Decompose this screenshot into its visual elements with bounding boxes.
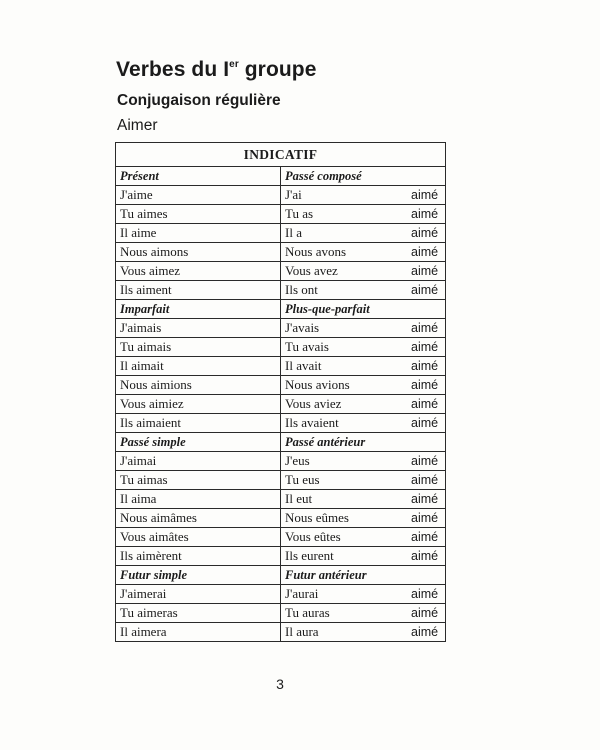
compound-form-cell — [281, 376, 446, 395]
simple-form-cell: Ils aimèrent — [116, 547, 281, 566]
tense-header-row — [116, 433, 446, 452]
compound-form-cell — [281, 319, 446, 338]
participle-text: aimé — [411, 226, 439, 240]
participle-text: aimé — [411, 473, 439, 487]
section-subtitle: Conjugaison régulière — [117, 92, 281, 109]
table-row — [116, 585, 446, 604]
compound-form-cell — [281, 186, 446, 205]
tense-header-row — [116, 167, 446, 186]
participle-text: aimé — [411, 492, 439, 506]
table-row — [116, 471, 446, 490]
participle-text: aimé — [411, 321, 439, 335]
participle-text: aimé — [411, 530, 439, 544]
table-row — [116, 376, 446, 395]
simple-form-cell: Tu aimais — [116, 338, 281, 357]
auxiliary-text: Il eut — [285, 491, 313, 506]
participle-text: aimé — [411, 606, 439, 620]
auxiliary-text: Vous avez — [285, 263, 338, 278]
participle-text: aimé — [411, 340, 439, 354]
table-row — [116, 319, 446, 338]
table-row — [116, 281, 446, 300]
participle-text: aimé — [411, 454, 439, 468]
participle-text: aimé — [411, 397, 439, 411]
compound-form-cell — [281, 604, 446, 623]
simple-form-cell: J'aimerai — [116, 585, 281, 604]
table-row — [116, 604, 446, 623]
participle-text: aimé — [411, 625, 439, 639]
simple-form-cell: J'aimai — [116, 452, 281, 471]
auxiliary-text: Nous avons — [285, 244, 347, 259]
participle-text: aimé — [411, 264, 439, 278]
table-row — [116, 452, 446, 471]
auxiliary-text: J'eus — [285, 453, 310, 468]
auxiliary-text: Tu avais — [285, 339, 329, 354]
auxiliary-text: Vous aviez — [285, 396, 342, 411]
tense-label: Futur antérieur — [281, 566, 446, 585]
page-number: 3 — [276, 676, 284, 692]
table-row — [116, 262, 446, 281]
compound-form-cell — [281, 623, 446, 642]
tense-label: Passé antérieur — [281, 433, 446, 452]
compound-form-cell — [281, 224, 446, 243]
table-row — [116, 547, 446, 566]
participle-text: aimé — [411, 207, 439, 221]
table-row — [116, 395, 446, 414]
auxiliary-text: Nous avions — [285, 377, 350, 392]
simple-form-cell: Tu aimeras — [116, 604, 281, 623]
simple-form-cell: Il aimera — [116, 623, 281, 642]
auxiliary-text: Tu auras — [285, 605, 330, 620]
compound-form-cell — [281, 490, 446, 509]
simple-form-cell: J'aime — [116, 186, 281, 205]
auxiliary-text: Nous eûmes — [285, 510, 349, 525]
auxiliary-text: Vous eûtes — [285, 529, 341, 544]
simple-form-cell: Ils aiment — [116, 281, 281, 300]
auxiliary-text: Ils eurent — [285, 548, 334, 563]
table-row — [116, 357, 446, 376]
tense-label: Passé composé — [281, 167, 446, 186]
table-row — [116, 528, 446, 547]
participle-text: aimé — [411, 549, 439, 563]
simple-form-cell: Il aima — [116, 490, 281, 509]
participle-text: aimé — [411, 283, 439, 297]
participle-text: aimé — [411, 245, 439, 259]
compound-form-cell — [281, 509, 446, 528]
auxiliary-text: Ils ont — [285, 282, 318, 297]
simple-form-cell: Vous aimez — [116, 262, 281, 281]
table-row — [116, 205, 446, 224]
participle-text: aimé — [411, 378, 439, 392]
title-text: Verbes du I — [116, 58, 230, 81]
table-row — [116, 338, 446, 357]
auxiliary-text: Il a — [285, 225, 302, 240]
conjugation-table — [115, 142, 446, 642]
simple-form-cell: Nous aimions — [116, 376, 281, 395]
compound-form-cell — [281, 205, 446, 224]
conjugation-table-body — [116, 167, 446, 642]
table-row — [116, 224, 446, 243]
title-text-end: groupe — [238, 58, 317, 81]
compound-form-cell — [281, 452, 446, 471]
compound-form-cell — [281, 262, 446, 281]
compound-form-cell — [281, 338, 446, 357]
table-row — [116, 623, 446, 642]
page-title — [116, 58, 317, 82]
compound-form-cell — [281, 357, 446, 376]
auxiliary-text: Il avait — [285, 358, 322, 373]
compound-form-cell — [281, 395, 446, 414]
title-superscript: er — [229, 59, 239, 70]
auxiliary-text: Tu as — [285, 206, 314, 221]
simple-form-cell: Il aimait — [116, 357, 281, 376]
table-row — [116, 243, 446, 262]
compound-form-cell — [281, 528, 446, 547]
tense-label: Plus-que-parfait — [281, 300, 446, 319]
participle-text: aimé — [411, 359, 439, 373]
table-row — [116, 414, 446, 433]
auxiliary-text: Ils avaient — [285, 415, 339, 430]
tense-label: Passé simple — [116, 433, 281, 452]
auxiliary-text: J'ai — [285, 187, 302, 202]
participle-text: aimé — [411, 511, 439, 525]
auxiliary-text: Tu eus — [285, 472, 320, 487]
auxiliary-text: J'avais — [285, 320, 320, 335]
auxiliary-text: Il aura — [285, 624, 319, 639]
simple-form-cell: Vous aimiez — [116, 395, 281, 414]
simple-form-cell: Il aime — [116, 224, 281, 243]
tense-header-row — [116, 300, 446, 319]
compound-form-cell — [281, 243, 446, 262]
compound-form-cell — [281, 414, 446, 433]
participle-text: aimé — [411, 416, 439, 430]
auxiliary-text: J'aurai — [285, 586, 319, 601]
simple-form-cell: Vous aimâtes — [116, 528, 281, 547]
simple-form-cell: Nous aimâmes — [116, 509, 281, 528]
tense-label: Présent — [116, 167, 281, 186]
compound-form-cell — [281, 547, 446, 566]
verb-label: Aimer — [117, 117, 158, 134]
tense-label: Imparfait — [116, 300, 281, 319]
simple-form-cell: Nous aimons — [116, 243, 281, 262]
compound-form-cell — [281, 585, 446, 604]
simple-form-cell: Tu aimes — [116, 205, 281, 224]
table-row — [116, 186, 446, 205]
simple-form-cell: Ils aimaient — [116, 414, 281, 433]
table-row — [116, 490, 446, 509]
participle-text: aimé — [411, 188, 439, 202]
simple-form-cell: Tu aimas — [116, 471, 281, 490]
participle-text: aimé — [411, 587, 439, 601]
compound-form-cell — [281, 281, 446, 300]
compound-form-cell — [281, 471, 446, 490]
simple-form-cell: J'aimais — [116, 319, 281, 338]
mood-header: INDICATIF — [116, 143, 446, 167]
tense-header-row — [116, 566, 446, 585]
table-row — [116, 509, 446, 528]
tense-label: Futur simple — [116, 566, 281, 585]
